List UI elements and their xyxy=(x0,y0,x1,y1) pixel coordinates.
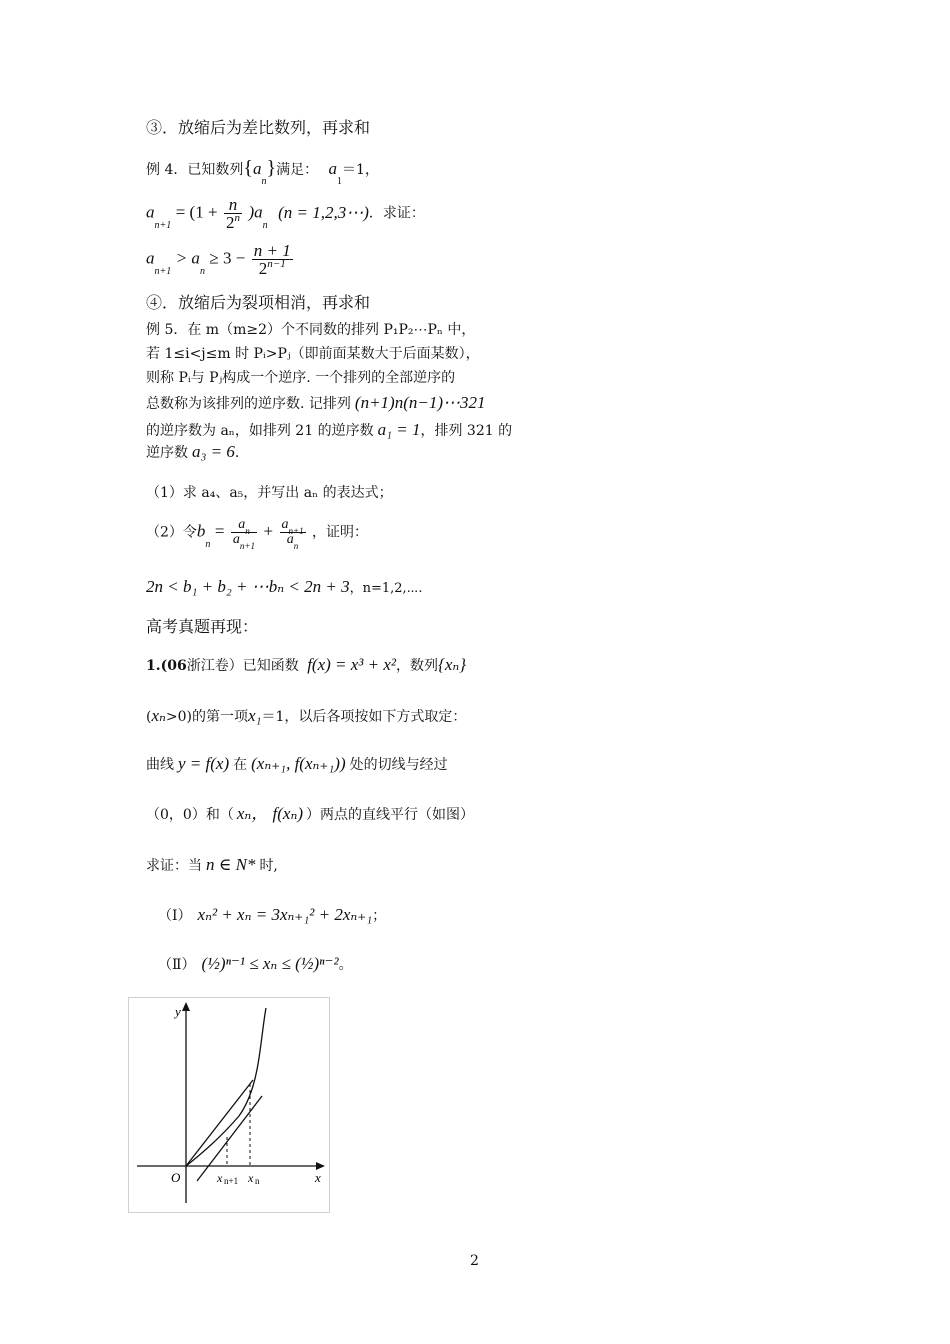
seq-a: a xyxy=(252,159,262,178)
ineq-sub-n1: n+1 xyxy=(154,265,172,277)
ex5-question1: （1）求 a₄、a₅，并写出 aₙ 的表达式； xyxy=(146,485,393,501)
rec-close: )a xyxy=(248,202,263,222)
ex5-line6: 逆序数 a₃ = 6． xyxy=(146,442,249,461)
tangent-figure xyxy=(128,997,330,1213)
ex5-line1: 例 5．在 m（m≥2）个不同数的排列 P₁P₂⋯Pₙ 中， xyxy=(146,322,476,338)
satisfy-text: 满足： xyxy=(276,162,319,178)
problem1-line1: 1.(06浙江卷）已知函数 f(x) = x³ + x²，数列{xₙ} xyxy=(146,655,467,674)
ineq-fraction: $\frac{n + 1}{2^{n-1}}$ xyxy=(253,241,291,278)
sequence-x: {xₙ} xyxy=(438,655,467,674)
rec-fraction: $\frac{n}{2^n}$ xyxy=(226,195,240,232)
rec-eq: = (1 + xyxy=(175,202,218,222)
problem1-line2: (xₙ>0)的第一项x₁＝1，以后各项按如下方式取定： xyxy=(146,706,467,725)
figure-svg xyxy=(129,998,329,1212)
xn-label-sub: n xyxy=(255,1176,260,1186)
problem1-part1: （Ⅰ） xₙ² + xₙ = 3xₙ₊₁² + 2xₙ₊₁； xyxy=(158,905,387,924)
recurrence-line xyxy=(146,196,425,231)
section-heading-4: ④．放缩后为裂项相消，再求和 xyxy=(146,293,371,312)
ex5-line4: 总数称为该排列的逆序数. 记排列 (n+1)n(n−1)⋯321 xyxy=(146,393,486,412)
x-label: x xyxy=(315,1170,321,1185)
xn-label: x xyxy=(248,1171,254,1185)
ex4-inequality-line xyxy=(146,242,295,277)
rec-sub-n: n xyxy=(262,219,268,231)
problem1-line4: （0，0）和（ xₙ， f(xₙ) ）两点的直线平行（如图） xyxy=(146,804,474,823)
origin-label: O xyxy=(171,1170,181,1185)
rec-prove: ．求证： xyxy=(368,205,425,222)
problem1-line5: 求证：当 n ∈ N* 时, xyxy=(146,855,278,874)
ineq-gt: > a xyxy=(175,248,200,268)
y-axis-arrow xyxy=(182,1002,190,1011)
example4-intro-line xyxy=(146,157,379,187)
secant-line xyxy=(186,1080,253,1166)
x-axis-arrow xyxy=(316,1162,325,1170)
ineq-a: a xyxy=(146,248,155,268)
a1-sub: 1 xyxy=(337,176,343,187)
y-label: y xyxy=(175,1004,181,1019)
seq-sub-n: n xyxy=(261,176,267,187)
ineq-sub-n: n xyxy=(199,265,205,277)
xn1-label: x xyxy=(217,1171,223,1185)
page-number: 2 xyxy=(470,1253,479,1269)
problem1-line3: 曲线 y = f(x) 在 (xₙ₊₁, f(xₙ₊₁)) 处的切线与经过 xyxy=(146,754,448,773)
bn-fraction-1: $\frac{a_n}{a_{n+1}}$ xyxy=(232,517,255,551)
a1: a xyxy=(328,159,338,178)
brace-open: { xyxy=(243,157,253,179)
ex5-line2: 若 1≤i<j≤m 时 Pᵢ>Pⱼ（即前面某数大于后面某数）， xyxy=(146,346,480,362)
eq-one: ＝1， xyxy=(342,162,379,178)
problem1-part2: （Ⅱ） (½)ⁿ⁻¹ ≤ xₙ ≤ (½)ⁿ⁻²。 xyxy=(158,954,353,973)
ex5-question2: （2）令$b_n$ = $\frac{a_n}{a_{n+1}}$ + $\frac{a_{n+1}}{a_n}$ ，证明： xyxy=(146,517,369,551)
ex5-line5: 的逆序数为 aₙ，如排列 21 的逆序数 a₁ = 1，排列 321 的 xyxy=(146,420,513,439)
brace-close: } xyxy=(266,157,277,179)
gaokao-heading: 高考真题再现： xyxy=(146,617,259,636)
function-def: f(x) = x³ + x² xyxy=(307,655,397,674)
rec-sub-n1: n+1 xyxy=(154,219,172,231)
xn1-label-sub: n+1 xyxy=(224,1176,239,1186)
ex5-sum-inequality: 2n < b₁ + b₂ + ⋯bₙ < 2n + 3，n=1,2,⋯. xyxy=(146,577,423,596)
bn-fraction-2: $\frac{a_{n+1}}{a_n}$ xyxy=(281,517,304,551)
rec-range: (n = 1,2,3⋯) xyxy=(278,202,369,222)
ex5-line3: 则称 Pᵢ与 Pⱼ构成一个逆序. 一个排列的全部逆序的 xyxy=(146,370,456,386)
example4-intro: 例 4．已知数列 xyxy=(146,162,244,178)
permutation-expr: (n+1)n(n−1)⋯321 xyxy=(354,393,486,412)
ineq-ge: ≥ 3 − xyxy=(209,248,246,268)
rec-a: a xyxy=(146,202,155,222)
section-heading-3: ③．放缩后为差比数列，再求和 xyxy=(146,118,371,137)
